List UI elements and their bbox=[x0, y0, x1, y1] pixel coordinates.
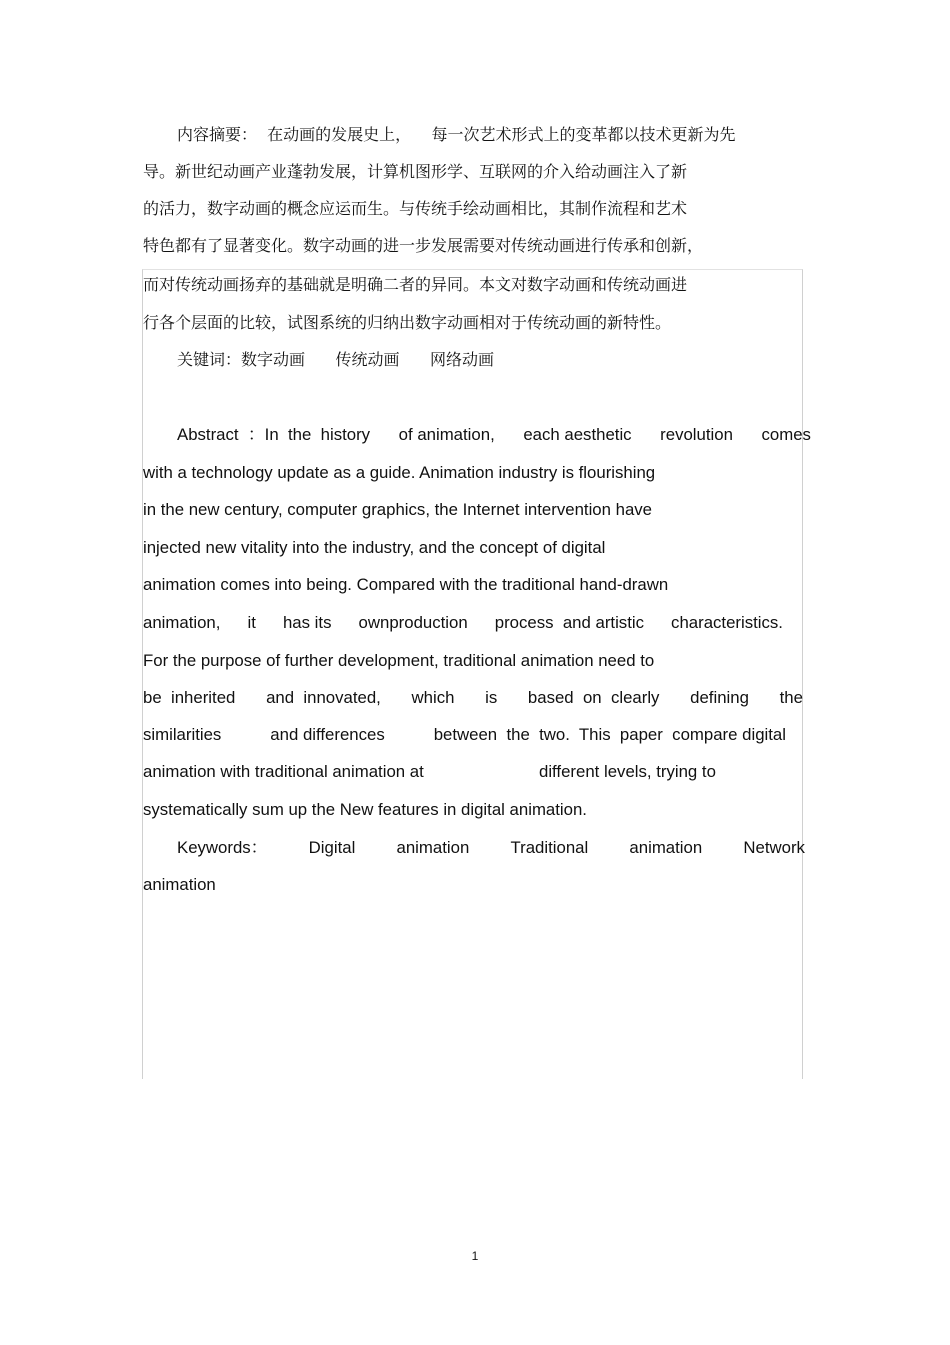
en-word: process and artistic bbox=[494, 613, 644, 632]
en-keywords-tail: animation bbox=[143, 875, 216, 894]
en-word: similarities bbox=[143, 725, 222, 744]
en-abstract-line-2: with a technology update as a guide. Animation industry is flourishing bbox=[143, 463, 656, 482]
en-word: has its bbox=[282, 613, 332, 632]
en-word: between the two. This paper compare digital bbox=[433, 725, 786, 744]
en-abstract-line-9 bbox=[143, 725, 786, 745]
en-word: Abstract ：In the history bbox=[177, 425, 371, 444]
en-word: each aesthetic bbox=[523, 425, 632, 444]
cn-abstract-line-6: 行各个层面的比较，试图系统的归纳出数字动画相对于传统动画的新特性。 bbox=[143, 313, 672, 332]
en-abstract-line-7: For the purpose of further development, traditional animation need to bbox=[143, 651, 655, 670]
en-word: animation bbox=[396, 838, 470, 857]
en-word: Keywords： bbox=[177, 838, 268, 857]
en-word: the bbox=[779, 688, 803, 707]
cn-abstract-line-1: 内容摘要： 在动画的发展史上， 每一次艺术形式上的变革都以技术更新为先 bbox=[177, 125, 736, 144]
en-abstract-line-3: in the new century, computer graphics, the Internet intervention have bbox=[143, 500, 653, 519]
en-word: animation bbox=[629, 838, 703, 857]
en-keywords bbox=[177, 838, 805, 858]
en-word: characteristics. bbox=[671, 613, 783, 632]
en-abstract-line-8 bbox=[143, 688, 803, 708]
en-abstract-line-6 bbox=[143, 613, 783, 633]
en-abstract-line-10b: different levels, trying to bbox=[539, 762, 716, 781]
page-frame bbox=[142, 269, 803, 1079]
en-word: and innovated, bbox=[266, 688, 381, 707]
cn-abstract-line-4: 特色都有了显著变化。数字动画的进一步发展需要对传统动画进行传承和创新， bbox=[143, 236, 704, 255]
en-word: be inherited bbox=[143, 688, 236, 707]
en-word: and differences bbox=[270, 725, 385, 744]
en-word: which bbox=[411, 688, 455, 707]
en-abstract-line-1 bbox=[177, 425, 811, 445]
cn-abstract-line-5: 而对传统动画扬弃的基础就是明确二者的异同。本文对数字动画和传统动画进 bbox=[143, 275, 688, 294]
en-abstract-line-5: animation comes into being. Compared with the traditional hand-drawn bbox=[143, 575, 669, 594]
en-word: is bbox=[485, 688, 498, 707]
en-word: Digital bbox=[308, 838, 356, 857]
en-word: comes bbox=[761, 425, 811, 444]
cn-abstract-line-3: 的活力，数字动画的概念应运而生。与传统手绘动画相比，其制作流程和艺术 bbox=[143, 199, 688, 218]
en-word: Network bbox=[743, 838, 805, 857]
en-word: of animation, bbox=[398, 425, 495, 444]
en-word: animation, bbox=[143, 613, 221, 632]
en-word: defining bbox=[690, 688, 749, 707]
en-word: revolution bbox=[660, 425, 733, 444]
en-word: ownproduction bbox=[358, 613, 468, 632]
en-word: it bbox=[247, 613, 256, 632]
cn-keywords: 关键词：数字动画 传统动画 网络动画 bbox=[177, 350, 495, 369]
en-word: based on clearly bbox=[527, 688, 660, 707]
en-abstract-line-4: injected new vitality into the industry, and the concept of digital bbox=[143, 538, 606, 557]
en-abstract-line-10a: animation with traditional animation at bbox=[143, 762, 424, 781]
en-word: Traditional bbox=[510, 838, 589, 857]
page-number: 1 bbox=[471, 1249, 479, 1263]
en-abstract-line-11: systematically sum up the New features in digital animation. bbox=[143, 800, 587, 819]
cn-abstract-line-2: 导。新世纪动画产业蓬勃发展，计算机图形学、互联网的介入给动画注入了新 bbox=[143, 162, 688, 181]
